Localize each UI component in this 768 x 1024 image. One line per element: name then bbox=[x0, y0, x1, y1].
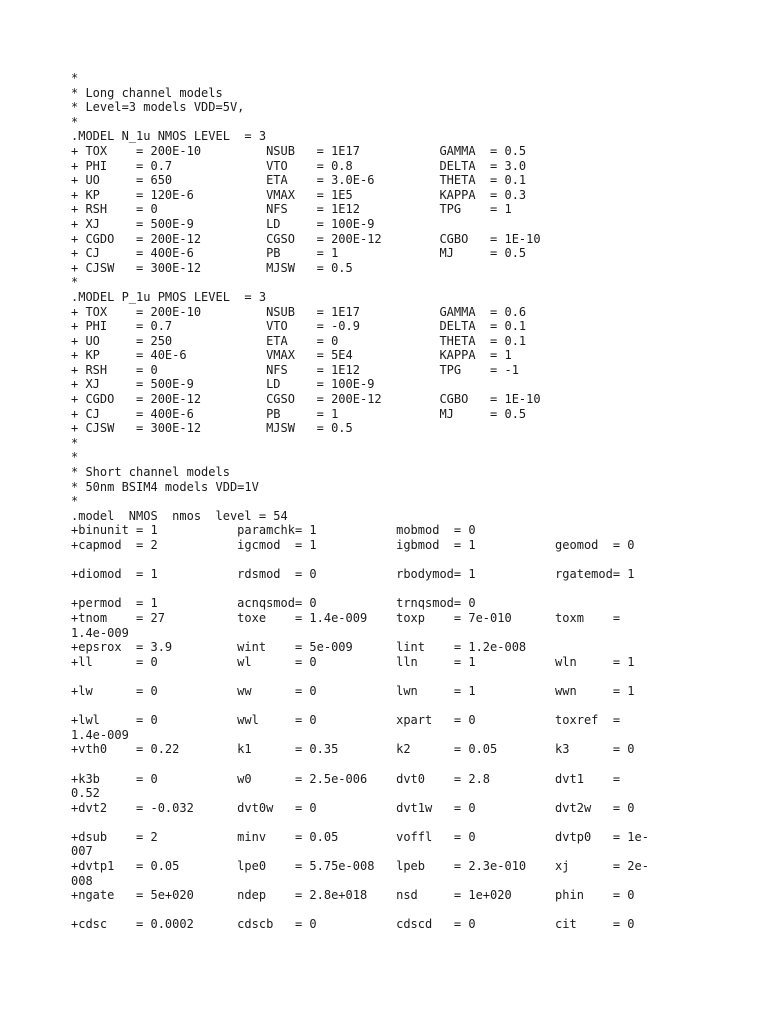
text-line: .MODEL P_1u PMOS LEVEL = 3 bbox=[71, 289, 267, 304]
text-line: 1.4e-009 bbox=[71, 625, 129, 640]
text-line: + XJ = 500E-9 LD = 100E-9 bbox=[71, 377, 375, 392]
text-line: + CJ = 400E-6 PB = 1 MJ = 0.5 bbox=[71, 406, 527, 421]
text-line bbox=[71, 699, 649, 714]
text-line: + CGDO = 200E-12 CGSO = 200E-12 CGBO = 1E-10 bbox=[71, 231, 541, 246]
text-line: 008 bbox=[71, 873, 93, 888]
text-line: +lw = 0 ww = 0 lwn = 1 wwn = 1 bbox=[71, 683, 635, 698]
text-line bbox=[71, 669, 649, 684]
text-line bbox=[71, 582, 649, 597]
text-line: + UO = 650 ETA = 3.0E-6 THETA = 0.1 bbox=[71, 173, 527, 188]
text-line: +dsub = 2 minv = 0.05 voffl = 0 dvtp0 = 1e- bbox=[71, 829, 649, 844]
text-line: +ll = 0 wl = 0 lln = 1 wln = 1 bbox=[71, 654, 635, 669]
text-line: +tnom = 27 toxe = 1.4e-009 toxp = 7e-010 toxm = bbox=[71, 610, 621, 625]
text-line: .model NMOS nmos level = 54 bbox=[71, 508, 288, 523]
text-line: + RSH = 0 NFS = 1E12 TPG = -1 bbox=[71, 362, 519, 377]
text-line: + CJ = 400E-6 PB = 1 MJ = 0.5 bbox=[71, 246, 527, 261]
text-line: + TOX = 200E-10 NSUB = 1E17 GAMMA = 0.5 bbox=[71, 143, 527, 158]
text-line: * bbox=[71, 275, 79, 290]
text-line: * bbox=[71, 71, 79, 85]
text-line: + PHI = 0.7 VTO = -0.9 DELTA = 0.1 bbox=[71, 319, 527, 334]
text-line: + TOX = 200E-10 NSUB = 1E17 GAMMA = 0.6 bbox=[71, 304, 527, 319]
text-line: * Long channel models bbox=[71, 85, 223, 100]
text-line: +dvtp1 = 0.05 lpe0 = 5.75e-008 lpeb = 2.3e-010 xj = 2e- bbox=[71, 859, 649, 874]
text-line: + RSH = 0 NFS = 1E12 TPG = 1 bbox=[71, 202, 512, 217]
text-line: + PHI = 0.7 VTO = 0.8 DELTA = 3.0 bbox=[71, 158, 527, 173]
text-line: +binunit = 1 paramchk= 1 mobmod = 0 bbox=[71, 523, 476, 538]
text-line: * bbox=[71, 494, 79, 509]
text-line: +cdsc = 0.0002 cdscb = 0 cdscd = 0 cit = 0 bbox=[71, 917, 635, 932]
text-line bbox=[71, 553, 649, 568]
text-line: +ngate = 5e+020 ndep = 2.8e+018 nsd = 1e+020 phin = 0 bbox=[71, 888, 635, 903]
text-line: 1.4e-009 bbox=[71, 727, 129, 742]
text-line: * bbox=[71, 435, 79, 450]
text-line: * Short channel models bbox=[71, 465, 230, 480]
text-line: + UO = 250 ETA = 0 THETA = 0.1 bbox=[71, 333, 527, 348]
text-line: +capmod = 2 igcmod = 1 igbmod = 1 geomod = 0 bbox=[71, 538, 635, 552]
text-line bbox=[71, 903, 649, 918]
text-line bbox=[71, 757, 649, 772]
text-line: + XJ = 500E-9 LD = 100E-9 bbox=[71, 216, 375, 231]
text-line: + CJSW = 300E-12 MJSW = 0.5 bbox=[71, 421, 353, 436]
text-line: +dvt2 = -0.032 dvt0w = 0 dvt1w = 0 dvt2w = 0 bbox=[71, 800, 635, 815]
text-line: +permod = 1 acnqsmod= 0 trnqsmod= 0 bbox=[71, 596, 476, 611]
text-line: +vth0 = 0.22 k1 = 0.35 k2 = 0.05 k3 = 0 bbox=[71, 742, 635, 757]
text-line: 007 bbox=[71, 844, 93, 859]
text-line: + KP = 40E-6 VMAX = 5E4 KAPPA = 1 bbox=[71, 348, 512, 363]
text-line: * Level=3 models VDD=5V, bbox=[71, 100, 245, 115]
text-line bbox=[71, 815, 649, 830]
text-line: * bbox=[71, 114, 79, 129]
text-line: +k3b = 0 w0 = 2.5e-006 dvt0 = 2.8 dvt1 = bbox=[71, 771, 621, 786]
text-line: +lwl = 0 wwl = 0 xpart = 0 toxref = bbox=[71, 713, 621, 728]
text-line: + CJSW = 300E-12 MJSW = 0.5 bbox=[71, 260, 353, 275]
text-line: * bbox=[71, 450, 79, 465]
text-line: .MODEL N_1u NMOS LEVEL = 3 bbox=[71, 129, 267, 144]
text-line: +epsrox = 3.9 wint = 5e-009 lint = 1.2e-008 bbox=[71, 640, 527, 655]
text-line: + CGDO = 200E-12 CGSO = 200E-12 CGBO = 1E-10 bbox=[71, 392, 541, 407]
text-line: + KP = 120E-6 VMAX = 1E5 KAPPA = 0.3 bbox=[71, 187, 527, 202]
text-line: * 50nm BSIM4 models VDD=1V bbox=[71, 479, 259, 494]
spice-model-listing bbox=[71, 71, 649, 932]
text-line: +diomod = 1 rdsmod = 0 rbodymod= 1 rgatemod= 1 bbox=[71, 567, 635, 582]
text-line: 0.52 bbox=[71, 786, 100, 801]
